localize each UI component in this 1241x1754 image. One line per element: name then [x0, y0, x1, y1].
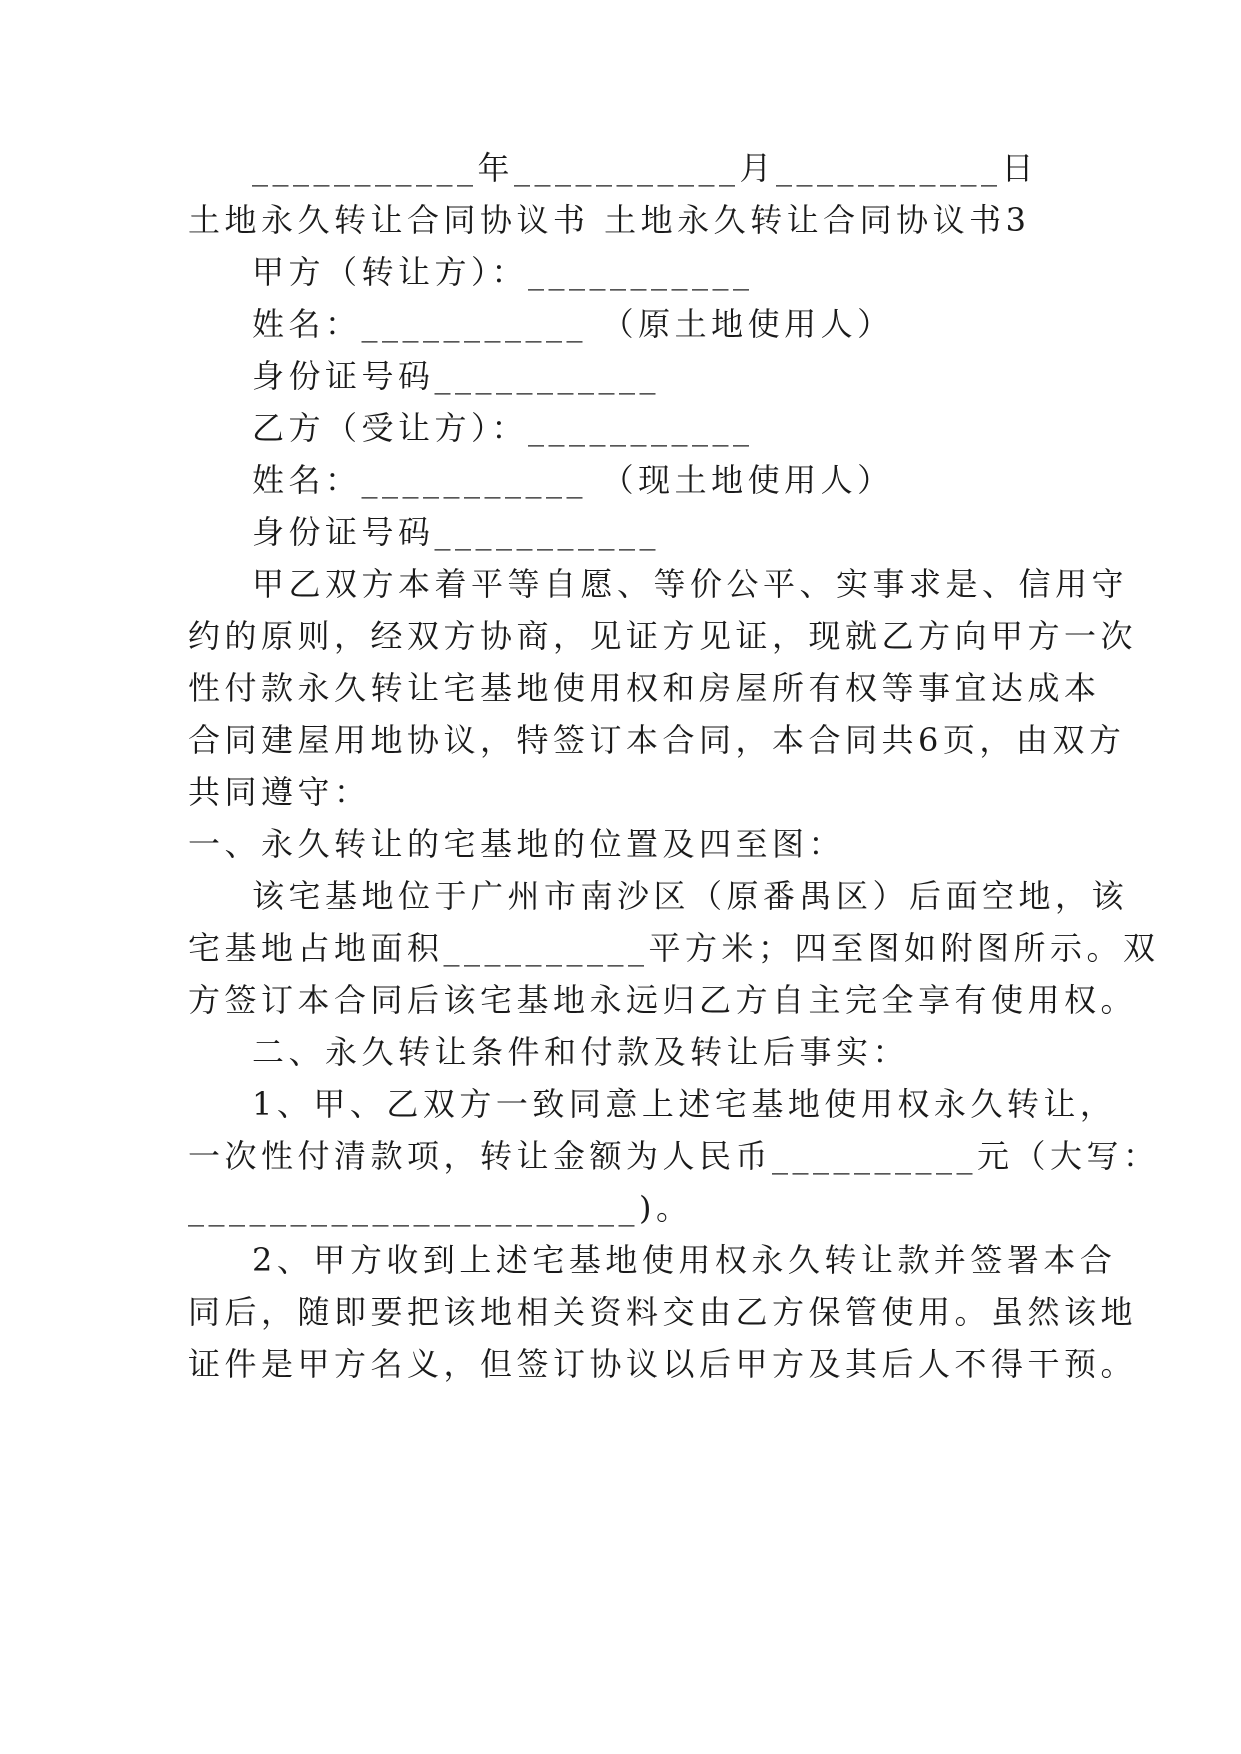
paragraph-line: 方签订本合同后该宅基地永远归乙方自主完全享有使用权。 — [188, 981, 1138, 1019]
party-b-name-line: 姓名：___________ （现土地使用人） — [252, 461, 894, 499]
section-heading: 二、永久转让条件和付款及转让后事实： — [252, 1033, 910, 1071]
party-a-id-line: 身份证号码___________ — [252, 357, 661, 395]
paragraph-line: 1、甲、乙双方一致同意上述宅基地使用权永久转让， — [252, 1085, 1117, 1123]
party-b-id-line: 身份证号码___________ — [252, 513, 661, 551]
document-title: 土地永久转让合同协议书 土地永久转让合同协议书3 — [188, 201, 1031, 239]
paragraph-line: 同后，随即要把该地相关资料交由乙方保管使用。虽然该地 — [188, 1293, 1138, 1331]
paragraph-line: 一次性付清款项，转让金额为人民币__________元（大写： — [188, 1137, 1160, 1175]
party-a-line: 甲方（转让方）：___________ — [252, 253, 754, 291]
paragraph-line: 2、甲方收到上述宅基地使用权永久转让款并签署本合 — [252, 1241, 1117, 1279]
paragraph-line: 性付款永久转让宅基地使用权和房屋所有权等事宜达成本 — [188, 669, 1101, 707]
paragraph-line: 共同遵守： — [188, 773, 371, 811]
party-a-name-line: 姓名：___________ （原土地使用人） — [252, 305, 894, 343]
paragraph-line: 宅基地占地面积__________平方米；四至图如附图所示。双 — [188, 929, 1160, 967]
paragraph-line: 甲乙双方本着平等自愿、等价公平、实事求是、信用守 — [252, 565, 1129, 603]
paragraph-line: ______________________)。 — [188, 1189, 693, 1227]
paragraph-line: 该宅基地位于广州市南沙区（原番禺区）后面空地，该 — [252, 877, 1129, 915]
paragraph-line: 约的原则，经双方协商，见证方见证，现就乙方向甲方一次 — [188, 617, 1138, 655]
party-b-line: 乙方（受让方）：___________ — [252, 409, 754, 447]
paragraph-line: 证件是甲方名义，但签订协议以后甲方及其后人不得干预。 — [188, 1345, 1138, 1383]
section-heading: 一、永久转让的宅基地的位置及四至图： — [188, 825, 846, 863]
date-line: ___________年___________月___________日 — [252, 149, 1039, 187]
paragraph-line: 合同建屋用地协议，特签订本合同，本合同共6页，由双方 — [188, 721, 1126, 759]
